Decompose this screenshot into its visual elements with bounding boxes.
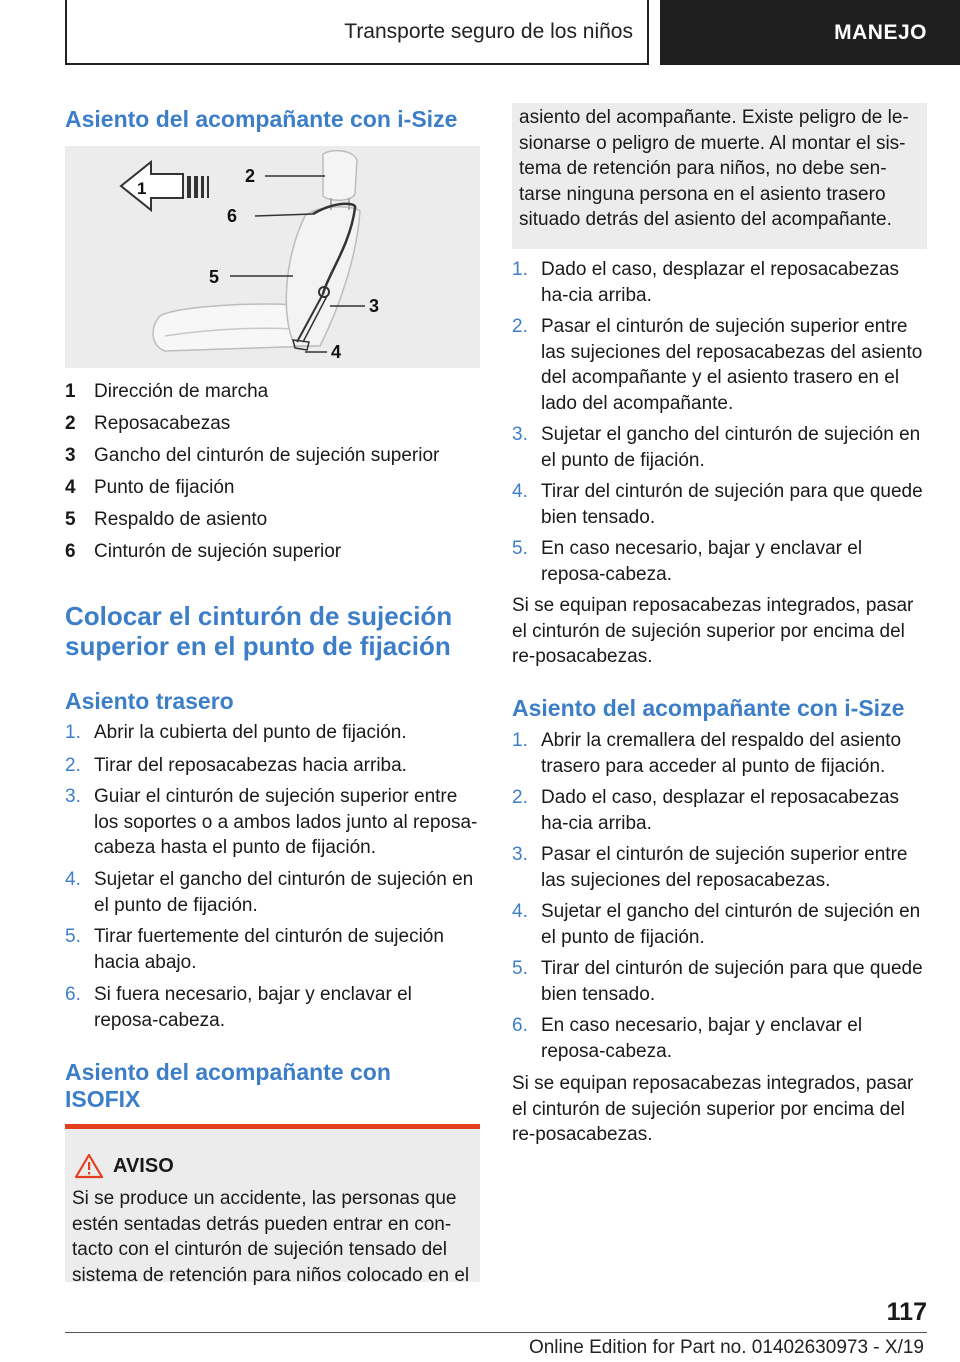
- list-item: 5. Tirar del cinturón de sujeción para que quede bien tensado.: [512, 958, 923, 1005]
- heading-isize-left: Asiento del acompañante con i-Size: [65, 106, 458, 132]
- header-chapter-title: MANEJO: [834, 20, 927, 44]
- header-section-tab: [65, 0, 649, 65]
- heading-isofix-line2: ISOFIX: [65, 1086, 141, 1112]
- list-item: 3. Sujetar el gancho del cinturón de sujeción en el punto de fijación.: [512, 424, 921, 471]
- list-item: 4. Tirar del cinturón de sujeción para que quede bien tensado.: [512, 481, 923, 528]
- warning-title: AVISO: [113, 1155, 174, 1177]
- list-item: 1. Abrir la cubierta del punto de fijación.: [65, 722, 407, 743]
- list-item: 1. Dado el caso, desplazar el reposacabezas ha-cia arriba.: [512, 259, 900, 306]
- figure-label-5: 5: [209, 267, 220, 287]
- header-section-title: Transporte seguro de los niños: [344, 19, 633, 43]
- list-item: 3. Pasar el cinturón de sujeción superior entre las sujeciones del reposacabezas.: [512, 844, 908, 891]
- list-item: 2. Pasar el cinturón de sujeción superior entre las sujeciones del reposacabezas del asiento del acompañante y el asiento trasero en el lado del acompañante.: [512, 316, 923, 414]
- heading-isize-right: Asiento del acompañante con i-Size: [512, 695, 905, 721]
- list-item: 3. Guiar el cinturón de sujeción superior entre los soportes o a ambos lados junto al reposa-cabeza hasta el punto de fijación.: [65, 786, 478, 858]
- list-item: 1. Abrir la cremallera del respaldo del asiento trasero para acceder al punto de fijación.: [512, 730, 902, 777]
- warning-continuation-text: asiento del acompañante. Existe peligro de le-sionarse o peligro de muerte. Al montar el sis-tema de retención para niños, no debe sen-tarse ninguna persona en el asiento trasero situado detrás del asiento del acompañante.: [519, 107, 909, 230]
- warning-text: Si se produce un accidente, las personas que estén sentadas detrás pueden entrar en con-tacto con el cinturón de sujeción tensado del sistema de retención para niños colocado en el: [72, 1188, 470, 1286]
- heading-main-line2: superior en el punto de fijación: [65, 631, 451, 661]
- list-item: 4. Sujetar el gancho del cinturón de sujeción en el punto de fijación.: [65, 869, 474, 916]
- warning-triangle-icon: [74, 1153, 104, 1179]
- list-item: 5. Tirar fuertemente del cinturón de sujeción hacia abajo.: [65, 926, 444, 973]
- warning-continuation-box: [512, 103, 927, 249]
- figure-label-2: 2: [245, 166, 256, 186]
- figure-label-4: 4: [331, 342, 342, 362]
- list-item: 2. Tirar del reposacabezas hacia arriba.: [65, 755, 407, 776]
- header-chapter-tab: [660, 0, 960, 65]
- footer-edition: Online Edition for Part no. 01402630973 - X/19: [528, 1337, 924, 1358]
- seat-figure: [65, 146, 480, 368]
- footer-divider: [65, 1332, 927, 1333]
- list-item: 4. Sujetar el gancho del cinturón de sujeción en el punto de fijación.: [512, 901, 921, 948]
- heading-rear-seat: Asiento trasero: [65, 688, 234, 714]
- list-item: 6. En caso necesario, bajar y enclavar el reposa-cabeza.: [512, 1015, 863, 1062]
- warning-box: [65, 1124, 480, 1286]
- list-item: 2. Dado el caso, desplazar el reposacabezas ha-cia arriba.: [512, 787, 900, 834]
- figure-label-1: 1: [137, 179, 147, 198]
- list-item: 5. En caso necesario, bajar y enclavar el reposa-cabeza.: [512, 538, 863, 585]
- figure-label-6: 6: [227, 206, 238, 226]
- figure-label-3: 3: [369, 296, 380, 316]
- isize-note: Si se equipan reposacabezas integrados, pasar el cinturón de sujeción superior por encima del re-posacabezas.: [512, 1073, 914, 1145]
- heading-main-line1: Colocar el cinturón de sujeción: [65, 601, 453, 631]
- heading-isofix-line1: Asiento del acompañante con: [65, 1059, 391, 1085]
- isofix-note: Si se equipan reposacabezas integrados, pasar el cinturón de sujeción superior por encima del re-posacabezas.: [512, 595, 914, 667]
- page-number: 117: [886, 1298, 927, 1326]
- seat-illustration: [65, 146, 480, 368]
- list-item: 6. Si fuera necesario, bajar y enclavar el reposa-cabeza.: [65, 984, 412, 1031]
